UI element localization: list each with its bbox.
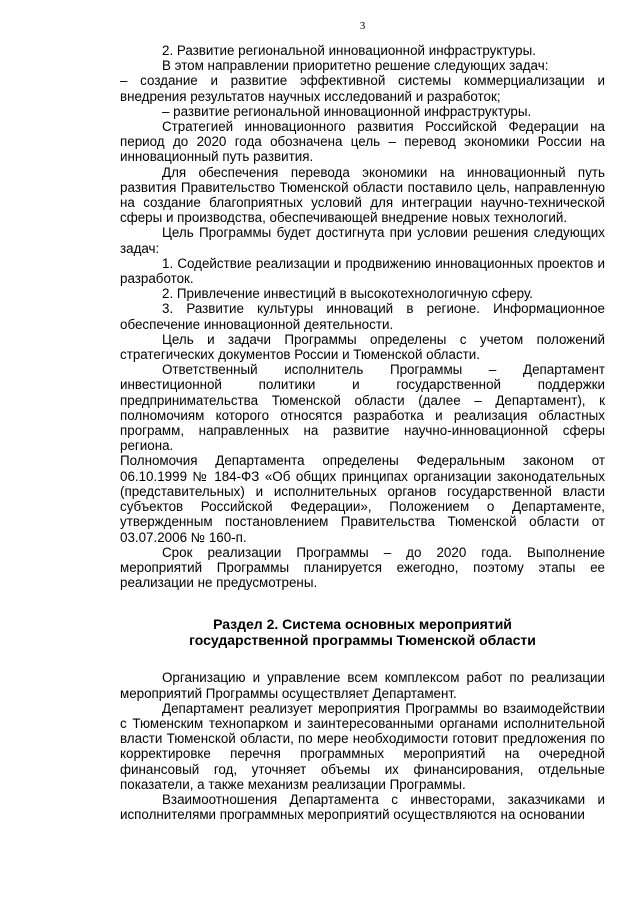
paragraph-task-3: 3. Развитие культуры инноваций в регионе. Информационное обеспечение инновационной деятельности. — [120, 301, 605, 332]
paragraph-relations: Взаимоотношения Департамента с инвесторами, заказчиками и исполнителями программных мероприятий осуществляются на основании — [120, 791, 605, 823]
paragraph-responsible-executor: Ответственный исполнитель Программы – Департамент инвестиционной политики и государственной поддержки предпринимательства Тюменской области (далее – Департамент), к полномочиям которого относятся разработка и реализация областных программ, направленных на развитие научно-инновационной сферы региона. — [120, 362, 605, 454]
paragraph-tasks-intro: В этом направлении приоритетно решение следующих задач: — [162, 58, 549, 74]
paragraph-task-1: 1. Содействие реализации и продвижению инновационных проектов и разработок. — [120, 255, 605, 287]
section-title-line-2: государственной программы Тюменской области — [189, 632, 536, 649]
paragraph-implementation-term: Срок реализации Программы – до 2020 года. Выполнение мероприятий Программы планируется ежегодно, поэтому этапы ее реализации не предусмотрены. — [120, 544, 605, 591]
section-title-line-1: Раздел 2. Система основных мероприятий — [213, 616, 512, 633]
paragraph-task-infrastructure: – развитие региональной инновационной инфраструктуры. — [162, 103, 532, 119]
section-title — [120, 616, 605, 648]
paragraph-department-authority: Полномочия Департамента определены Федеральным законом от 06.10.1999 № 184-ФЗ «Об общих принципах организации законодательных (представительных) и исполнительных органов государственной власти субъектов Российской Федерации», Положением о Департаменте, утвержденным постановлением Правительства Тюменской области от 03.07.2006 № 160-п. — [120, 453, 605, 545]
paragraph-department-implements: Департамент реализует мероприятия Программы во взаимодействии с Тюменским технопарком и заинтересованными органами исполнительной власти Тюменской области, по мере необходимости готовит предложения по корректировке перечня программных мероприятий на очередной финансовый год, уточняет объемы их финансирования, отдельные показатели, а также механизм реализации Программы. — [120, 700, 605, 792]
paragraph-government-goal: Для обеспечения перевода экономики на инновационный путь развития Правительство Тюменской области поставило цель, направленную на создание благоприятных условий для интеграции научно-технической сферы и производства, обеспечивающей внедрение новых технологий. — [120, 164, 605, 226]
paragraph-task-2: 2. Привлечение инвестиций в высокотехнологичную сферу. — [162, 286, 534, 302]
paragraph-strategy: Стратегией инновационного развития Российской Федерации на период до 2020 года обозначена цель – перевод экономики России на инновационный путь развития. — [120, 119, 605, 165]
page-number: 3 — [359, 20, 366, 32]
paragraph-organization: Организацию и управление всем комплексом работ по реализации мероприятий Программы осуществляет Департамент. — [120, 670, 605, 701]
paragraph-program-goal: Цель Программы будет достигнута при условии решения следующих задач: — [120, 225, 605, 256]
paragraph-task-commercialization: – создание и развитие эффективной системы коммерциализации и внедрения результатов научных исследований и разработок; — [120, 73, 605, 104]
paragraph-goals-basis: Цель и задачи Программы определены с учетом положений стратегических документов России и Тюменской области. — [120, 331, 605, 363]
paragraph-direction-2: 2. Развитие региональной инновационной инфраструктуры. — [162, 43, 536, 58]
